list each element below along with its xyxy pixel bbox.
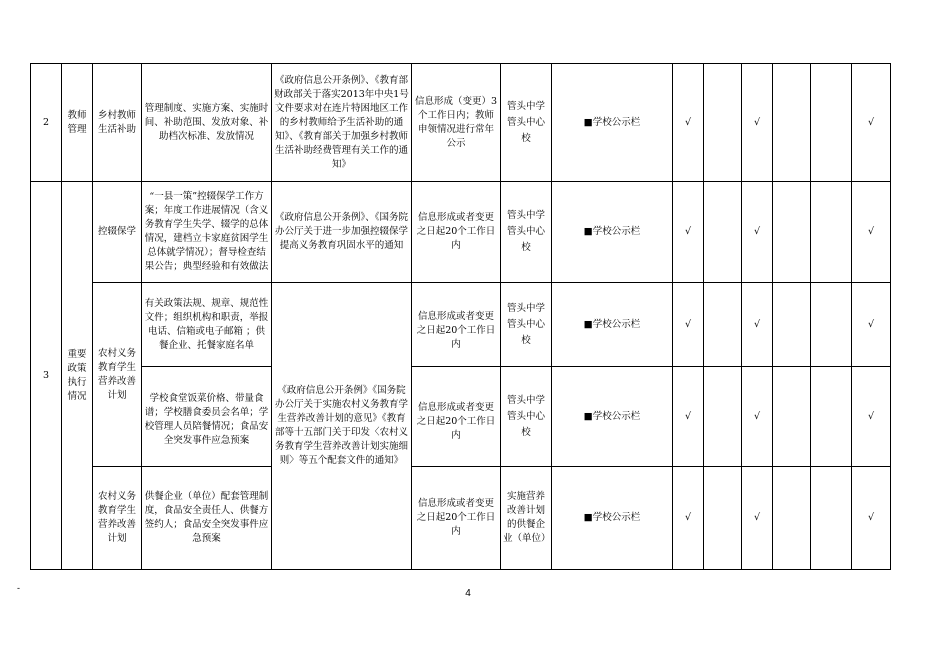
subject-cell: 实施营养改善计划的供餐企业（单位） [501, 467, 552, 570]
check-cell: √ [742, 283, 773, 367]
row-number: 2 [31, 64, 62, 182]
check-cell: √ [852, 64, 891, 182]
check-cell [704, 467, 742, 570]
subject-cell [501, 182, 552, 283]
timing-cell: 信息形成或者变更之日起20个工作日内 [412, 182, 501, 283]
subject-cell [501, 64, 552, 182]
check-cell: √ [742, 182, 773, 283]
content-cell: “一县一策”控辍保学工作方案；年度工作进展情况（含义务教育学生失学、辍学的总体情况，建档立卡家庭贫困学生总体就学情况）；督导检查结果公告；典型经验和有效做法 [142, 182, 272, 283]
content-cell: 有关政策法规、规章、规范性文件；组织机构和职责，举报电话、信箱或电子邮箱 ；供餐企业、托餐家庭名单 [142, 283, 272, 367]
check-cell [773, 182, 811, 283]
basis-cell: 《政府信息公开条例》、《国务院办公厅关于进一步加强控辍保学提高义务教育巩固水平的通知 [272, 182, 412, 283]
table-row [31, 283, 891, 367]
subject-cell [501, 367, 552, 467]
disclosure-table [30, 63, 891, 570]
check-cell: √ [673, 283, 704, 367]
check-cell: √ [852, 283, 891, 367]
check-cell: √ [742, 467, 773, 570]
subject-line-a: 管头中学 [506, 100, 545, 112]
subject-line-a: 管头中学 [506, 210, 545, 221]
check-cell [811, 64, 852, 182]
channel-cell: ■学校公示栏 [552, 182, 673, 283]
channel-cell: ■学校公示栏 [552, 367, 673, 467]
check-cell [773, 283, 811, 367]
subject-line-b: 管头中心校 [506, 116, 545, 144]
channel-cell: ■学校公示栏 [552, 467, 673, 570]
row-number: 3 [31, 182, 62, 570]
table-row [31, 64, 891, 182]
basis-cell: 《政府信息公开条例》、《教育部 财政部关于落实2013年中央1号文件要求对在连片特困地区工作的乡村教师给予生活补助的通知》、《教育部关于加强乡村教师生活补助经费管理有关工作的通知》 [272, 64, 412, 182]
content-cell: 供餐企业（单位）配套管理制度，食品安全责任人、供餐方签约人；食品安全突发事件应急预案 [142, 467, 272, 570]
timing-cell: 信息形成或者变更之日起20个工作日内 [412, 283, 501, 367]
check-cell [811, 467, 852, 570]
check-cell [773, 64, 811, 182]
category-cell: 重要政策执行情况 [62, 182, 93, 570]
content-cell: 管理制度、实施方案、实施时间、补助范围、发放对象、补助档次标准、发放情况 [142, 64, 272, 182]
subject-line-b: 管头中心校 [506, 410, 545, 438]
subject-line-a: 管头中学 [506, 394, 545, 406]
stray-mark: - [17, 583, 20, 593]
check-cell [811, 182, 852, 283]
check-cell: √ [673, 64, 704, 182]
table-row [31, 182, 891, 283]
check-cell [704, 182, 742, 283]
check-cell: √ [673, 367, 704, 467]
timing-cell: 信息形成或者变更之日起20个工作日内 [412, 467, 501, 570]
channel-cell: ■学校公示栏 [552, 283, 673, 367]
check-cell: √ [742, 64, 773, 182]
check-cell [704, 367, 742, 467]
check-cell [773, 367, 811, 467]
check-cell: √ [673, 467, 704, 570]
item-cell: 控辍保学 [93, 182, 142, 283]
table-row [31, 467, 891, 570]
check-cell: √ [852, 182, 891, 283]
check-cell: √ [673, 182, 704, 283]
item-cell: 农村义务教育学生营养改善计划 [93, 467, 142, 570]
content-cell: 学校食堂饭菜价格、带量食谱；学校膳食委员会名单；学校管理人员陪餐情况；食品安全突发事件应急预案 [142, 367, 272, 467]
timing-cell: 信息形成（变更）3个工作日内；教师申领情况进行常年公示 [412, 64, 501, 182]
check-cell: √ [852, 367, 891, 467]
table-row [31, 367, 891, 467]
check-cell [811, 367, 852, 467]
check-cell [773, 467, 811, 570]
check-cell [704, 64, 742, 182]
channel-cell: ■学校公示栏 [552, 64, 673, 182]
check-cell [704, 283, 742, 367]
item-cell: 乡村教师生活补助 [93, 64, 142, 182]
subject-line-b: 管头中心校 [506, 226, 545, 253]
item-cell: 农村义务教育学生营养改善计划 [93, 283, 142, 467]
check-cell: √ [852, 467, 891, 570]
check-cell [811, 283, 852, 367]
subject-line-a: 管头中学 [506, 302, 545, 314]
check-cell: √ [742, 367, 773, 467]
timing-cell: 信息形成或者变更之日起20个工作日内 [412, 367, 501, 467]
subject-cell [501, 283, 552, 367]
page-number: 4 [465, 588, 471, 599]
subject-line-b: 管头中心校 [506, 318, 545, 346]
basis-cell: 《政府信息公开条例》《国务院办公厅关于实施农村义务教育学生营养改善计划的意见》《教育部等十五部门关于印发〈农村义务教育学生营养改善计划实施细则〉等五个配套文件的通知》 [272, 283, 412, 570]
category-cell: 教师管理 [62, 64, 93, 182]
